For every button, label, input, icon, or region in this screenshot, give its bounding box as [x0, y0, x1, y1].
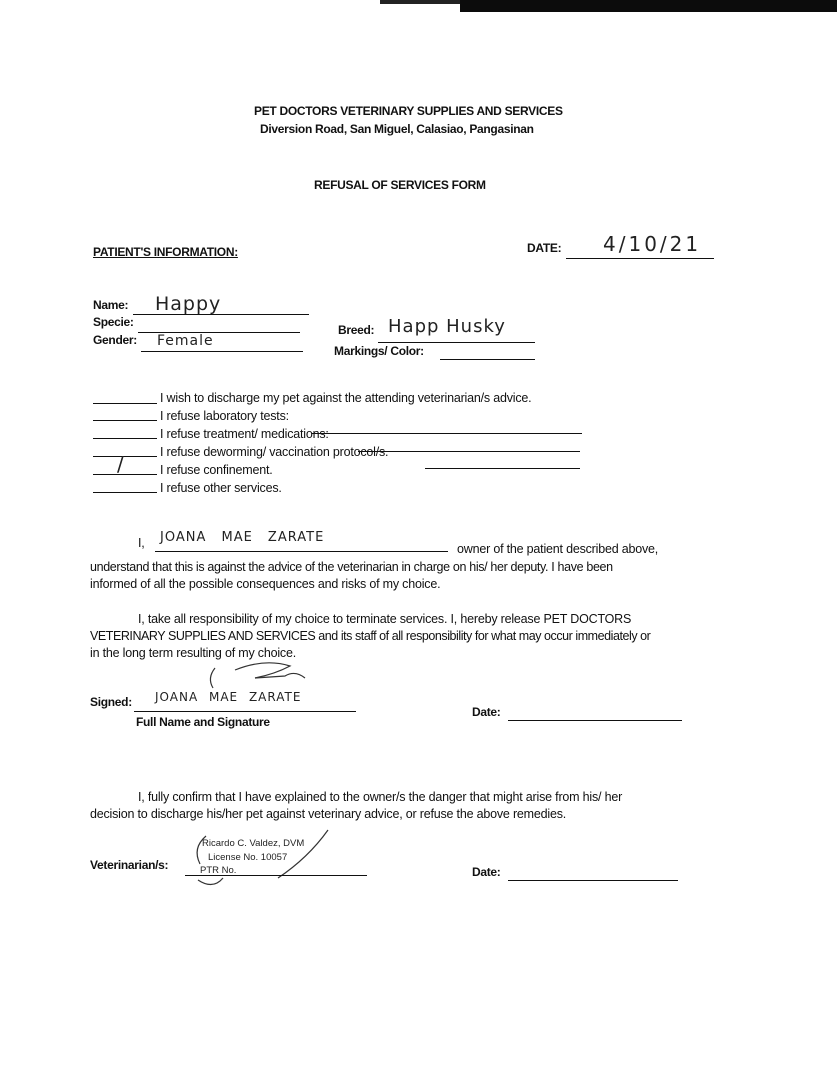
markings-label: Markings/ Color:	[334, 344, 424, 358]
option-discharge: I wish to discharge my pet against the attending veterinarian/s advice.	[160, 391, 532, 405]
option-lab-tests: I refuse laboratory tests:	[160, 409, 289, 423]
company-address: Diversion Road, San Miguel, Calasiao, Pangasinan	[260, 122, 534, 136]
gender-line	[141, 351, 303, 352]
confinement-checkmark: /	[117, 452, 125, 476]
statement-line-3: informed of all the possible consequences and risks of my choice.	[90, 577, 441, 591]
signed-date-line	[508, 720, 682, 721]
vet-confirm-line-1: I, fully confirm that I have explained to the owner/s the danger that might arise from his/ her	[138, 790, 623, 804]
veterinarian-line	[185, 875, 367, 876]
gender-value: Female	[157, 333, 214, 349]
veterinarian-label: Veterinarian/s:	[90, 858, 169, 872]
option-check-line[interactable]	[93, 438, 157, 439]
statement-i: I,	[138, 536, 145, 550]
scan-edge-bar	[460, 0, 837, 12]
name-label: Name:	[93, 298, 129, 312]
breed-value: Happ Husky	[388, 316, 506, 337]
option-check-line[interactable]	[93, 420, 157, 421]
signed-sub-label: Full Name and Signature	[136, 715, 270, 729]
name-value: Happy	[155, 293, 222, 315]
date-label: DATE:	[527, 241, 562, 255]
treatment-line	[358, 451, 580, 452]
signed-name-value: JOANA MAE ZARATE	[155, 690, 302, 704]
vet-date-line	[508, 880, 678, 881]
statement-line-2: understand that this is against the advice of the veterinarian in charge on his/ her deputy. I have been	[90, 560, 613, 574]
breed-label: Breed:	[338, 323, 375, 337]
scan-edge-bar	[380, 0, 460, 4]
option-other: I refuse other services.	[160, 481, 282, 495]
signed-date-label: Date:	[472, 705, 501, 719]
deworming-line	[425, 468, 580, 469]
option-confinement: I refuse confinement.	[160, 463, 273, 477]
lab-tests-line	[312, 433, 582, 434]
vet-stamp-license: License No. 10057	[208, 852, 288, 863]
responsibility-line-1: I, take all responsibility of my choice to terminate services. I, hereby release PET DOCTORS	[138, 612, 632, 626]
owner-name-value: JOANA MAE ZARATE	[160, 530, 325, 545]
option-treatment: I refuse treatment/ medications:	[160, 427, 329, 441]
responsibility-line-2: VETERINARY SUPPLIES AND SERVICES and its staff of all responsibility for what may occur immediately or	[90, 629, 651, 643]
breed-line	[378, 342, 535, 343]
vet-date-label: Date:	[472, 865, 501, 879]
company-name: PET DOCTORS VETERINARY SUPPLIES AND SERVICES	[254, 104, 563, 118]
owner-name-line	[155, 551, 448, 552]
option-check-line[interactable]	[93, 492, 157, 493]
vet-stamp-ptr: PTR No.	[200, 865, 237, 876]
signed-line	[134, 711, 356, 712]
date-value: 4/10/21	[603, 232, 702, 256]
owner-suffix: owner of the patient described above,	[457, 542, 659, 556]
option-deworming: I refuse deworming/ vaccination protocol/s.	[160, 445, 389, 459]
specie-label: Specie:	[93, 315, 134, 329]
option-check-line[interactable]	[93, 456, 157, 457]
option-check-line[interactable]	[93, 403, 157, 404]
vet-confirm-line-2: decision to discharge his/her pet against veterinary advice, or refuse the above remedies.	[90, 807, 567, 821]
section-patient-info: PATIENT'S INFORMATION:	[93, 245, 238, 259]
form-title: REFUSAL OF SERVICES FORM	[314, 178, 486, 192]
vet-stamp-name: Ricardo C. Valdez, DVM	[202, 838, 305, 849]
markings-line	[440, 359, 535, 360]
gender-label: Gender:	[93, 333, 137, 347]
date-line	[566, 258, 714, 259]
option-check-line[interactable]	[93, 474, 157, 475]
responsibility-line-3: in the long term resulting of my choice.	[90, 646, 296, 660]
signed-label: Signed:	[90, 695, 132, 709]
